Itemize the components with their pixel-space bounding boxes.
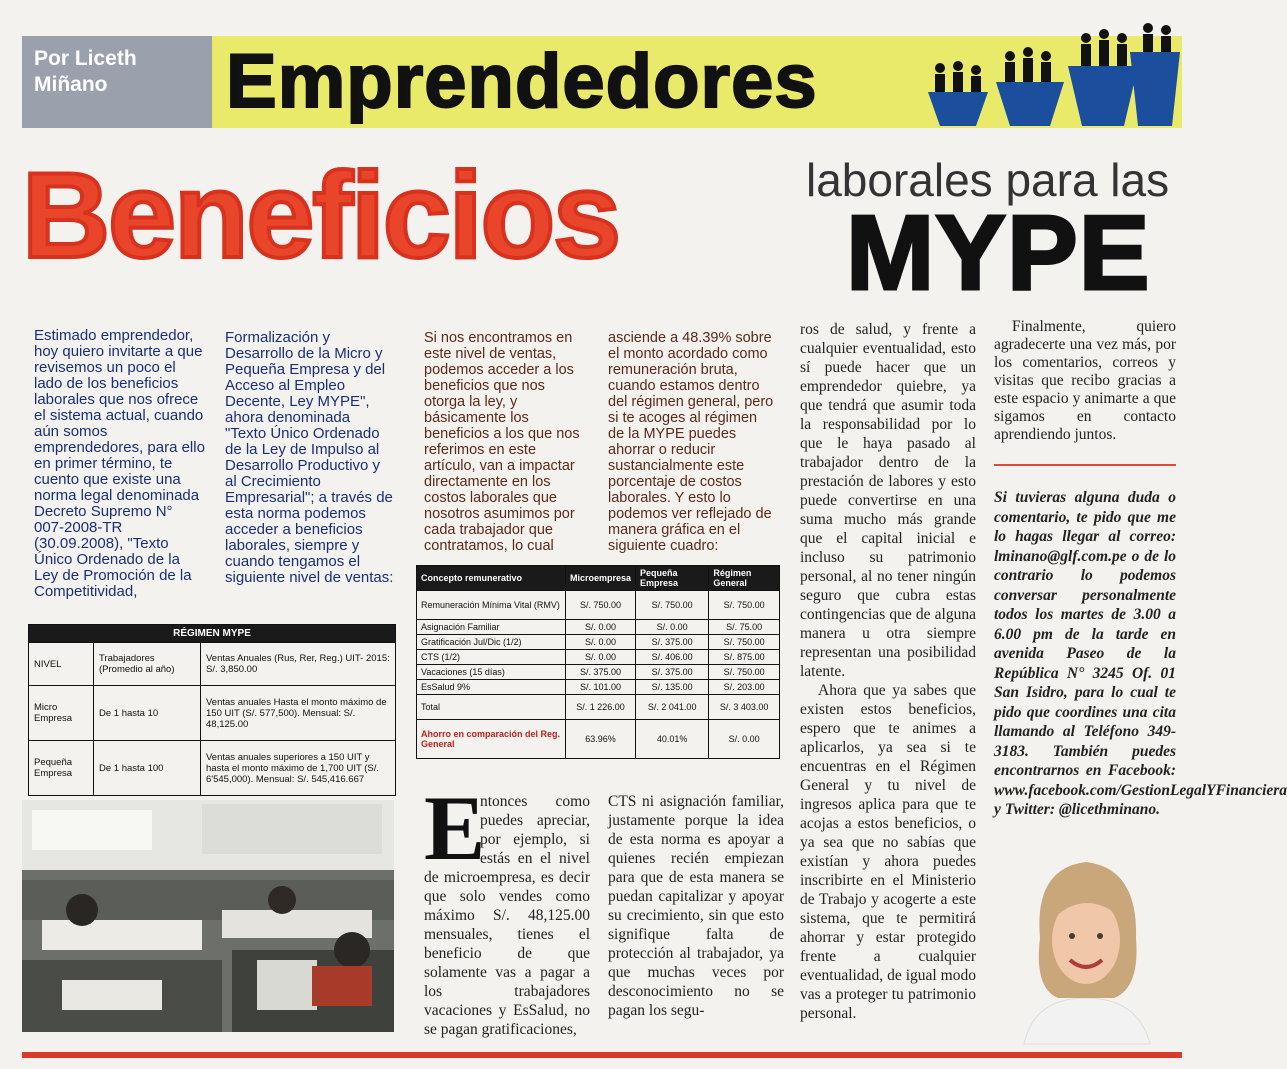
table-title: RÉGIMEN MYPE [29, 625, 396, 643]
table-row [417, 695, 780, 720]
table-cell: Micro Empresa [29, 686, 94, 741]
table-row [417, 680, 780, 695]
table-cell: Ventas Anuales (Rus, Rer, Reg.) UIT- 2015: S/. 3,850.00 [201, 643, 396, 686]
article-text: ntonces como puedes apreciar, por ejemplo, si estás en el nivel de microempresa, es decir que solo vendes como máximo S/. 48,125.00 mensuales, tienes el beneficio de que solamente vas a pagar a los trabajadores vacaciones y EsSalud, no se pagan gratificaciones, [424, 793, 590, 1038]
table-cell: S/. 3 403.00 [709, 695, 780, 720]
column-header: Régimen General [709, 566, 780, 591]
table-cell: S/. 0.00 [709, 720, 780, 759]
table-row [417, 650, 780, 665]
section-title: Emprendedores [226, 39, 818, 124]
article-paragraph [424, 792, 590, 1039]
column-header: Concepto remunerativo [417, 566, 566, 591]
table-row [29, 643, 396, 686]
article-column-b: CTS ni asignación familiar, justamente porque la idea de esta norma es apoyar a quienes recién empiezan para que de esta manera se puedan capitalizar y apoyar su crecimiento, sin que esto signifique falta de protección al trabajador, ya que muchas veces por desconocimiento no se pagan los segu- [608, 793, 784, 1019]
headline-main: Beneficios [22, 147, 619, 283]
author-portrait [994, 848, 1178, 1044]
byline: Por Liceth Miñano [34, 47, 137, 96]
table-cell: CTS (1/2) [417, 650, 566, 665]
regimen-mype-table [28, 624, 396, 796]
table-cell: S/. 2 041.00 [636, 695, 709, 720]
table-row-ahorro [417, 720, 780, 759]
table-cell: Trabajadores (Promedio al año) [94, 643, 201, 686]
headline-mype: MYPE [846, 194, 1151, 312]
table-cell: S/. 750.00 [636, 591, 709, 620]
bottom-rule [22, 1052, 1182, 1058]
contact-column: Si tuvieras alguna duda o comentario, te pido que me lo hagas llegar al correo: lminano@glf.com.pe o de lo contrario lo podemos conversar personalmente todos los martes de 3.00 a 6.00 pm de la tarde en avenida Paseo de la República N° 3245 Of. 01 San Isidro, para lo cual te pido que coordines una cita llamando al Teléfono 349-3183. También puedes encontrarnos en Facebook: www.facebook.com/GestionLegalYFinanciera y Twitter: @licethminano. [994, 489, 1287, 818]
article-column-5 [800, 320, 976, 1023]
table-cell: S/. 750.00 [709, 665, 780, 680]
table-cell: Remuneración Mínima Vital (RMV) [417, 591, 566, 620]
column-header: Pequeña Empresa [636, 566, 709, 591]
table-cell: S/. 375.00 [566, 665, 636, 680]
table-cell: 63.96% [566, 720, 636, 759]
table-row [417, 620, 780, 635]
table-cell: S/. 0.00 [566, 620, 636, 635]
table-row [417, 635, 780, 650]
table-cell: S/. 750.00 [709, 591, 780, 620]
table-cell: S/. 75.00 [709, 620, 780, 635]
table-cell: Vacaciones (15 días) [417, 665, 566, 680]
table-cell: Asignación Familiar [417, 620, 566, 635]
table-cell: NIVEL [29, 643, 94, 686]
table-cell: Total [417, 695, 566, 720]
table-cell: S/. 0.00 [636, 620, 709, 635]
table-cell: EsSalud 9% [417, 680, 566, 695]
table-cell: S/. 1 226.00 [566, 695, 636, 720]
table-cell: S/. 203.00 [709, 680, 780, 695]
table-cell: Ahorro en comparación del Reg. General [417, 720, 566, 759]
table-cell: S/. 750.00 [709, 635, 780, 650]
headline-sub: laborales para las [806, 154, 1170, 206]
column-header: Microempresa [566, 566, 636, 591]
drop-cap: E [424, 777, 486, 879]
intro-column-4: asciende a 48.39% sobre el monto acordado como remuneración bruta, cuando estamos dentro del régimen general, pero si te acoges al régimen de la MYPE puedes ahorrar o reducir sustancialmente este porcentaje de costos laborales. Y esto lo podemos ver reflejado de manera gráfica en el siguiente cuadro: [608, 330, 774, 554]
table-cell: Ventas anuales Hasta el monto máximo de 150 UIT (S/. 577,500). Mensual: S/. 48,125.00 [201, 686, 396, 741]
table-cell: S/. 406.00 [636, 650, 709, 665]
sewing-workshop-photo [22, 800, 394, 1032]
business-people-graphic [918, 22, 1180, 128]
table-header-row [417, 566, 780, 591]
table-cell: S/. 135.00 [636, 680, 709, 695]
intro-column-3: Si nos encontramos en este nivel de ventas, podemos acceder a los beneficios que nos otorga la ley, y básicamente los beneficios a los que nos referimos en este artículo, van a impactar directamente en los costos laborales que nosotros asumimos por cada trabajador que contratamos, lo cual [424, 330, 580, 554]
table-row [29, 686, 396, 741]
table-cell: Gratificación Jul/Dic (1/2) [417, 635, 566, 650]
intro-column-2: Formalización y Desarrollo de la Micro y Pequeña Empresa y del Acceso al Empleo Decente, Ley MYPE", ahora denominada "Texto Único Ordenado de la Ley de Impulso al Desarrollo Productivo y al Crecimiento Empresarial"; a través de esta norma podemos acceder a beneficios laborales, siempre y cuando tengamos el siguiente nivel de ventas: [225, 329, 394, 586]
table-row [417, 665, 780, 680]
table-cell: S/. 101.00 [566, 680, 636, 695]
table-cell: S/. 875.00 [709, 650, 780, 665]
article-paragraph: ros de salud, y frente a cualquier eventualidad, esto sí puede hacer que un emprendedor quiebre, ya que tendrá que asumir toda la responsabilidad por lo que le haya pasado al trabajador dentro de la prestación de labores y esto puede convertirse en una suma mucho más grande que el capital inicial e incluso su patrimonio personal, al no tener ningún seguro que cubra estas contingencias que de alguna manera u otra siempre representan una posibilidad latente. [800, 321, 976, 680]
table-cell: De 1 hasta 100 [94, 741, 201, 796]
table-cell: S/. 375.00 [636, 635, 709, 650]
concepto-remunerativo-table [416, 565, 780, 759]
table-row [29, 741, 396, 796]
closing-column: Finalmente, quiero agradecerte una vez más, por los comentarios, correos y visitas que recibo gracias a este espacio y animarte a que sigamos en contacto aprendiendo juntos. [994, 318, 1176, 443]
table-cell: S/. 0.00 [566, 635, 636, 650]
table-cell: S/. 375.00 [636, 665, 709, 680]
table-cell: Pequeña Empresa [29, 741, 94, 796]
dropcap-spacer [424, 792, 480, 854]
article-paragraph: Ahora que ya sabes que existen estos beneficios, espero que te animes a aplicarlos, ya sea si te encuentras en el Régimen General y tu nivel de ingresos aplica para que te acojas a estos beneficios, o ya sea que no sabías que existían y ahora puedes inscribirte en el Ministerio de Trabajo y acogerte a este sistema, que te permitirá ahorrar y estar protegido frente a cualquier eventualidad, de igual modo vas a proteger tu patrimonio personal. [800, 682, 976, 1022]
table-row [417, 591, 780, 620]
table-cell: De 1 hasta 10 [94, 686, 201, 741]
table-cell: 40.01% [636, 720, 709, 759]
table-cell: S/. 0.00 [566, 650, 636, 665]
intro-column-1: Estimado emprendedor, hoy quiero invitarte a que revisemos un poco el lado de los beneficios laborales que nos ofrece el sistema actual, cuando aún somos emprendedores, para ello en primer término, te cuento que existe una norma legal denominada Decreto Supremo N° 007-2008-TR (30.09.2008), "Texto Único Ordenado de la Ley de Promoción de la Competitividad, [34, 327, 205, 600]
table-cell: S/. 750.00 [566, 591, 636, 620]
table-cell: Ventas anuales superiores a 150 UIT y hasta el monto máximo de 1,700 UIT (S/. 6'545,000). Mensual: S/. 545,416.667 [201, 741, 396, 796]
article-column-a [424, 792, 590, 1039]
divider [994, 464, 1176, 466]
